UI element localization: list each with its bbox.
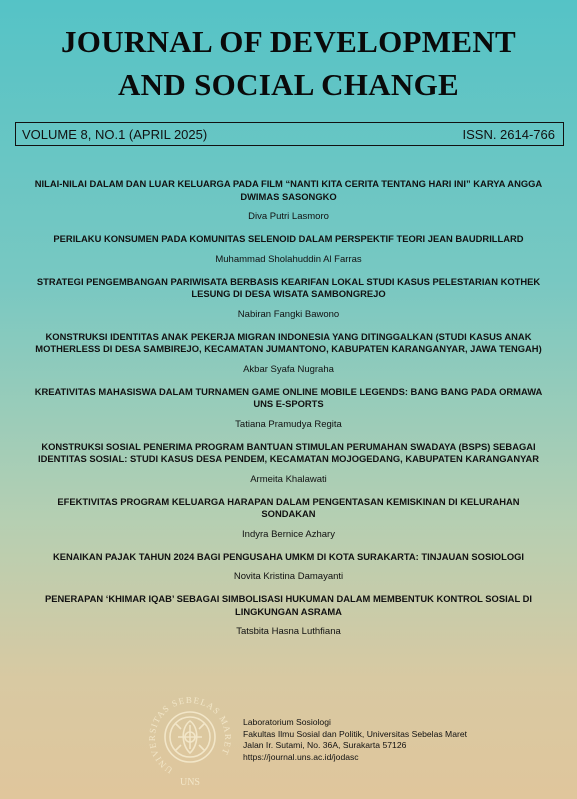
article-entry (20, 441, 557, 486)
article-author: Akbar Syafa Nugraha (243, 363, 334, 375)
seal-ring-text: UNIVERSITAS SEBELAS MARET (146, 694, 234, 776)
journal-url: https://journal.uns.ac.id/jodasc (243, 751, 359, 762)
article-author: Tatiana Pramudya Regita (235, 418, 342, 430)
article-author: Armeita Khalawati (250, 473, 327, 485)
journal-title (0, 20, 577, 106)
article-entry (20, 178, 557, 223)
address-line: Laboratorium Sosiologi (243, 717, 331, 727)
journal-title-line2: AND SOCIAL CHANGE (118, 67, 459, 102)
journal-title-line1: JOURNAL OF DEVELOPMENT (61, 24, 516, 59)
issue-info-box (15, 122, 564, 146)
article-entry (20, 331, 557, 376)
table-of-contents (20, 178, 557, 648)
article-author: Muhammad Sholahuddin Al Farras (215, 253, 362, 265)
article-title: STRATEGI PENGEMBANGAN PARIWISATA BERBASIS KEARIFAN LOKAL STUDI KASUS PELESTARIAN KOTHEK LESUNG DI DESA WISATA SAMBONGREJO (36, 275, 541, 299)
address-line: Jalan Ir. Sutami, No. 36A, Surakarta 57126 (243, 740, 407, 750)
volume-label: VOLUME 8, NO.1 (APRIL 2025) (22, 126, 208, 142)
issn-label: ISSN. 2614-766 (462, 126, 555, 142)
article-entry (20, 593, 557, 638)
article-title: EFEKTIVITAS PROGRAM KELUARGA HARAPAN DALAM PENGENTASAN KEMISKINAN DI KELURAHAN SONDAKAN (57, 495, 520, 519)
article-author: Diva Putri Lasmoro (248, 211, 329, 222)
seal-abbrev: UNS (179, 777, 201, 788)
publisher-address (243, 717, 467, 763)
article-entry (20, 551, 557, 584)
article-author: Nabiran Fangki Bawono (237, 308, 340, 320)
article-entry (20, 386, 557, 431)
article-author: Indyra Bernice Azhary (242, 528, 335, 540)
article-author: Novita Kristina Damayanti (233, 571, 344, 582)
article-entry (20, 233, 557, 266)
publisher-footer (145, 693, 565, 788)
article-title: PERILAKU KONSUMEN PADA KOMUNITAS SELENOID DALAM PERSPEKTIF TEORI JEAN BAUDRILLARD (53, 233, 524, 244)
article-title: KONSTRUKSI IDENTITAS ANAK PEKERJA MIGRAN INDONESIA YANG DITINGGALKAN (STUDI KASUS ANAK MOTHERLESS DI DESA SAMBIREJO, KECAMATAN JUMANTONO, KABUPATEN KARANGANYAR, JAWA TENGAH) (35, 330, 542, 354)
article-title: PENERAPAN ‘KHIMAR IQAB’ SEBAGAI SIMBOLISASI HUKUMAN DALAM MEMBENTUK KONTROL SOSIAL DI LINGKUNGAN ASRAMA (45, 593, 532, 617)
article-entry (20, 276, 557, 321)
article-entry (20, 496, 557, 541)
article-title: KENAIKAN PAJAK TAHUN 2024 BAGI PENGUSAHA UMKM DI KOTA SURAKARTA: TINJAUAN SOSIOLOGI (52, 550, 525, 562)
article-title: NILAI-NILAI DALAM DAN LUAR KELUARGA PADA FILM “NANTI KITA CERITA TENTANG HARI INI” KARYA ANGGA DWIMAS SASONGKO (34, 178, 543, 202)
university-seal-icon (145, 693, 235, 788)
address-line: Fakultas Ilmu Sosial dan Politik, Universitas Sebelas Maret (243, 728, 468, 739)
article-author: Tatsbita Hasna Luthfiana (236, 626, 341, 637)
article-title: KREATIVITAS MAHASISWA DALAM TURNAMEN GAME ONLINE MOBILE LEGENDS: BANG BANG PADA ORMAWA UNS E-SPORTS (34, 385, 543, 409)
article-title: KONSTRUKSI SOSIAL PENERIMA PROGRAM BANTUAN STIMULAN PERUMAHAN SWADAYA (BSPS) SEBAGAI IDENTITAS SOSIAL: STUDI KASUS DESA PENDEM, KECAMATAN MOJOGEDANG, KABUPATEN KARANGANYAR (37, 440, 540, 464)
